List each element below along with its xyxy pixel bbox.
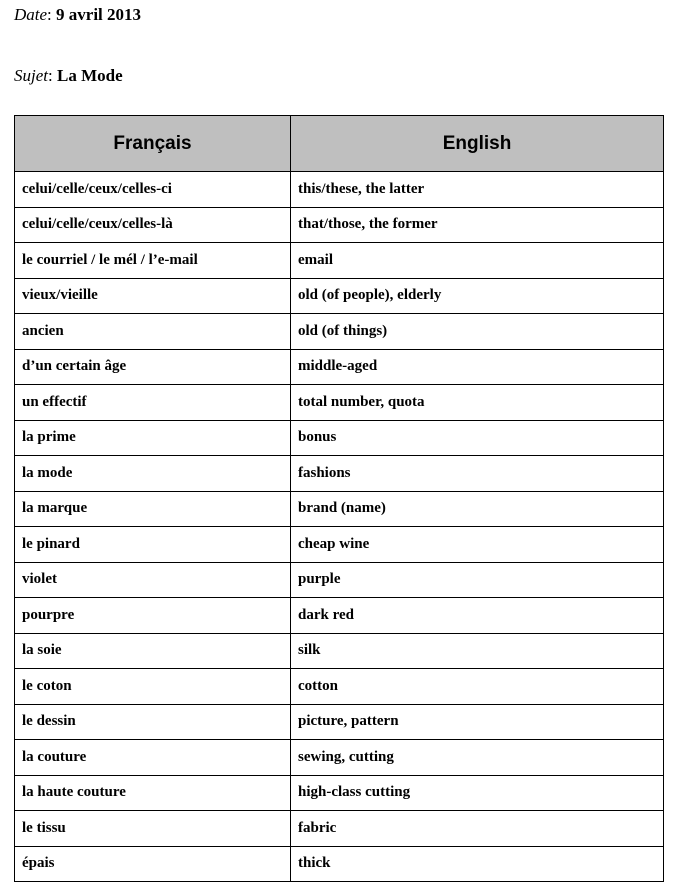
column-header-french: Français	[15, 116, 291, 172]
french-term: la prime	[15, 420, 291, 456]
english-translation: fashions	[291, 456, 664, 492]
french-term: celui/celle/ceux/celles-là	[15, 207, 291, 243]
english-translation: old (of things)	[291, 314, 664, 350]
english-translation: brand (name)	[291, 491, 664, 527]
french-term: violet	[15, 562, 291, 598]
french-term: le tissu	[15, 811, 291, 847]
english-translation: email	[291, 243, 664, 279]
english-translation: old (of people), elderly	[291, 278, 664, 314]
english-translation: cotton	[291, 669, 664, 705]
table-row	[15, 562, 664, 598]
french-term: celui/celle/ceux/celles-ci	[15, 172, 291, 208]
french-term: la couture	[15, 740, 291, 776]
vocabulary-table	[14, 115, 664, 882]
table-row	[15, 669, 664, 705]
table-row	[15, 243, 664, 279]
english-translation: total number, quota	[291, 385, 664, 421]
english-translation: purple	[291, 562, 664, 598]
date-value: 9 avril 2013	[56, 5, 142, 24]
table-row	[15, 704, 664, 740]
english-translation: high-class cutting	[291, 775, 664, 811]
english-translation: thick	[291, 846, 664, 882]
french-term: d’un certain âge	[15, 349, 291, 385]
table-row	[15, 598, 664, 634]
french-term: le coton	[15, 669, 291, 705]
french-term: vieux/vieille	[15, 278, 291, 314]
table-row	[15, 456, 664, 492]
french-term: ancien	[15, 314, 291, 350]
english-translation: cheap wine	[291, 527, 664, 563]
english-translation: that/those, the former	[291, 207, 664, 243]
english-translation: this/these, the latter	[291, 172, 664, 208]
table-row	[15, 172, 664, 208]
english-translation: sewing, cutting	[291, 740, 664, 776]
table-row	[15, 740, 664, 776]
date-label: Date	[14, 5, 48, 24]
french-term: un effectif	[15, 385, 291, 421]
table-row	[15, 349, 664, 385]
table-row	[15, 278, 664, 314]
french-term: le pinard	[15, 527, 291, 563]
table-row	[15, 775, 664, 811]
english-translation: middle-aged	[291, 349, 664, 385]
french-term: la mode	[15, 456, 291, 492]
table-row	[15, 527, 664, 563]
table-row	[15, 491, 664, 527]
english-translation: picture, pattern	[291, 704, 664, 740]
subject-value: La Mode	[56, 66, 123, 85]
french-term: la soie	[15, 633, 291, 669]
subject-label: Sujet	[14, 66, 48, 85]
french-term: la haute couture	[15, 775, 291, 811]
english-translation: bonus	[291, 420, 664, 456]
french-term: le dessin	[15, 704, 291, 740]
english-translation: fabric	[291, 811, 664, 847]
french-term: le courriel / le mél / l’e-mail	[15, 243, 291, 279]
table-row	[15, 207, 664, 243]
table-row	[15, 420, 664, 456]
french-term: la marque	[15, 491, 291, 527]
french-term: épais	[15, 846, 291, 882]
subject-line: Sujet: La Mode	[14, 66, 123, 85]
english-translation: silk	[291, 633, 664, 669]
french-term: pourpre	[15, 598, 291, 634]
table-row	[15, 314, 664, 350]
table-row	[15, 633, 664, 669]
table-row	[15, 811, 664, 847]
date-line: Date: 9 avril 2013	[14, 5, 142, 24]
column-header-english: English	[291, 116, 664, 172]
english-translation: dark red	[291, 598, 664, 634]
table-row	[15, 846, 664, 882]
table-row	[15, 385, 664, 421]
table-header-row	[15, 116, 664, 172]
